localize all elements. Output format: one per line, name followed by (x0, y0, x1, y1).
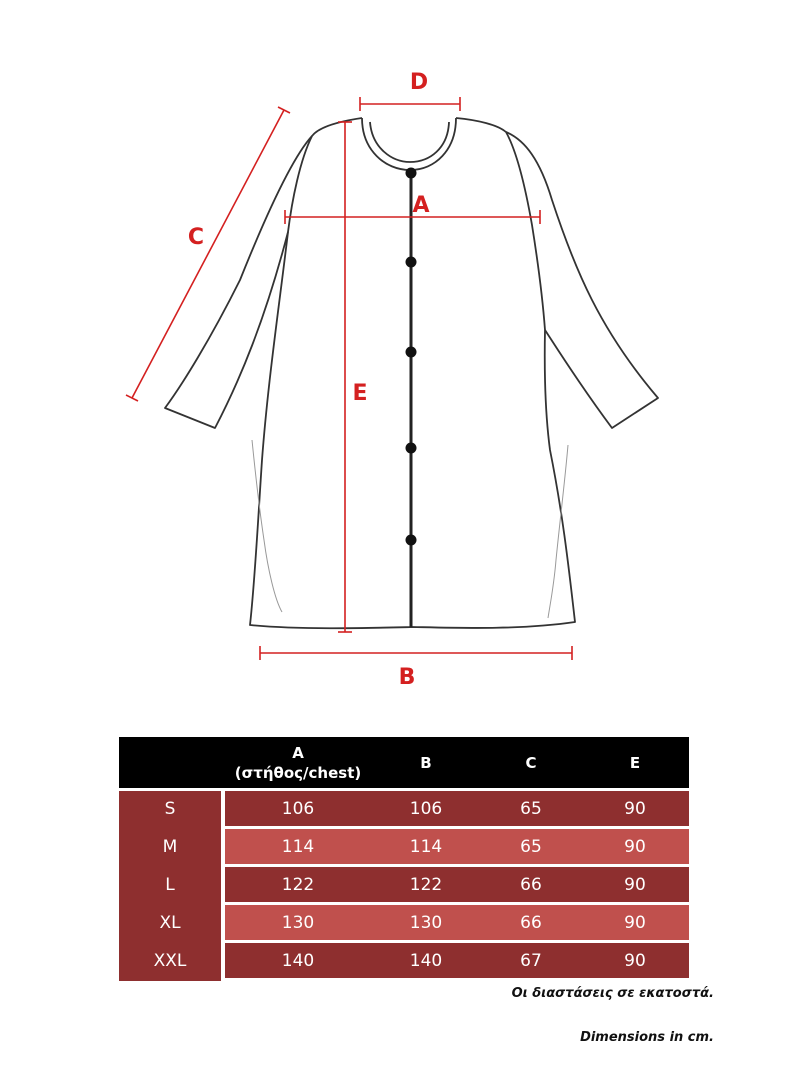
cell-a: 106 (281, 798, 315, 819)
cell-e: 90 (624, 798, 646, 819)
table-row (225, 943, 689, 978)
size-cell: XL (159, 912, 181, 933)
cell-e: 90 (624, 912, 646, 933)
cell-a: 114 (281, 836, 315, 857)
header-a-letter: A (292, 743, 304, 762)
cell-a: 130 (281, 912, 315, 933)
cell-c: 66 (520, 912, 542, 933)
size-cell: XXL (153, 950, 187, 971)
dimension-line-b (260, 646, 572, 660)
size-cell: M (162, 836, 178, 857)
cell-b: 140 (409, 950, 443, 971)
header-a (225, 737, 371, 788)
cell-b: 114 (409, 836, 443, 857)
cell-c: 67 (520, 950, 542, 971)
note-english: Dimensions in cm. (580, 1030, 714, 1045)
cell-a: 140 (281, 950, 315, 971)
dimension-line-c (126, 107, 290, 401)
table-row (225, 829, 689, 864)
table-row (225, 791, 689, 826)
header-e: E (629, 753, 641, 772)
cell-e: 90 (624, 836, 646, 857)
button-dot (406, 168, 417, 179)
header-a-subtitle: (στήθος/chest) (234, 763, 362, 782)
table-row (225, 905, 689, 940)
button-dot (406, 257, 417, 268)
header-c: C (525, 753, 537, 772)
button-dot (406, 535, 417, 546)
note-greek: Οι διαστάσεις σε εκατοστά. (511, 986, 714, 1001)
cell-c: 65 (520, 798, 542, 819)
label-e: E (352, 381, 368, 406)
cell-c: 66 (520, 874, 542, 895)
dimension-line-e (338, 122, 352, 632)
label-a: A (412, 193, 430, 218)
size-cell: L (165, 874, 175, 895)
cell-c: 65 (520, 836, 542, 857)
cell-e: 90 (624, 874, 646, 895)
button-dot (406, 443, 417, 454)
cell-b: 122 (409, 874, 443, 895)
cell-b: 106 (409, 798, 443, 819)
label-d: D (409, 70, 429, 95)
label-c: C (187, 225, 205, 250)
dimension-line-d (360, 97, 460, 111)
cell-e: 90 (624, 950, 646, 971)
button-dot (406, 347, 417, 358)
header-b: B (420, 753, 432, 772)
size-cell: S (164, 798, 176, 819)
table-header (119, 737, 689, 788)
label-b: B (398, 665, 416, 690)
cell-a: 122 (281, 874, 315, 895)
table-row (225, 867, 689, 902)
cell-b: 130 (409, 912, 443, 933)
